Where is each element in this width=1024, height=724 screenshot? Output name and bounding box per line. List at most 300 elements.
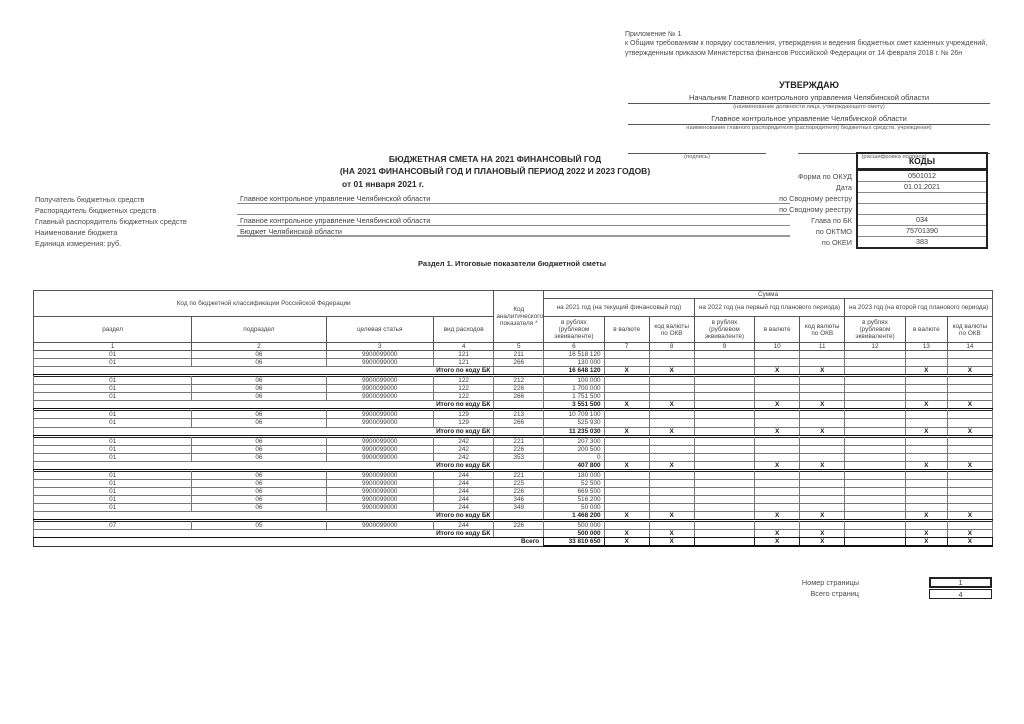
- empty-cell: [755, 393, 800, 401]
- page-number-value: 1: [929, 577, 992, 588]
- empty-cell: [694, 377, 754, 385]
- empty-cell: [694, 530, 754, 538]
- table-row: [34, 385, 993, 393]
- empty-cell: [845, 511, 905, 519]
- group-total-label: Итого по коду БК: [34, 427, 494, 435]
- empty-cell: [755, 487, 800, 495]
- table-row: [34, 437, 993, 445]
- code-cell: 9900099000: [326, 453, 433, 461]
- code-cell: 01: [34, 503, 192, 511]
- requisite-value: [237, 205, 790, 215]
- column-number: 11: [800, 343, 845, 351]
- table-row: [34, 503, 993, 511]
- empty-cell: [905, 351, 947, 359]
- x-mark-cell: X: [905, 427, 947, 435]
- x-mark-cell: X: [947, 511, 992, 519]
- empty-cell: [947, 495, 992, 503]
- table-row: [34, 487, 993, 495]
- empty-cell: [800, 522, 845, 530]
- empty-cell: [755, 377, 800, 385]
- code-cell: 244: [433, 495, 493, 503]
- codes-row-label: по Сводному реестру: [779, 205, 852, 214]
- empty-cell: [604, 385, 649, 393]
- code-cell: 06: [192, 351, 326, 359]
- empty-cell: [800, 487, 845, 495]
- empty-cell: [755, 359, 800, 367]
- empty-cell: [694, 359, 754, 367]
- empty-cell: [649, 471, 694, 479]
- code-cell: 212: [494, 377, 544, 385]
- empty-cell: [694, 538, 754, 547]
- x-mark-cell: X: [905, 461, 947, 469]
- empty-cell: [947, 503, 992, 511]
- empty-cell: [604, 359, 649, 367]
- codes-row-value: 034: [858, 214, 986, 225]
- empty-cell: [694, 351, 754, 359]
- empty-cell: [755, 351, 800, 359]
- code-cell: 9900099000: [326, 495, 433, 503]
- approval-org-caption: наименование главного распорядителя (распорядителя) бюджетных средств, учреждения): [686, 124, 932, 131]
- empty-cell: [694, 471, 754, 479]
- group-total-label: Итого по коду БК: [34, 530, 494, 538]
- empty-cell: [694, 393, 754, 401]
- amount-cell: 130 000: [544, 359, 604, 367]
- table-row: [34, 522, 993, 530]
- empty-cell: [947, 385, 992, 393]
- code-cell: 06: [192, 503, 326, 511]
- x-mark-cell: X: [800, 367, 845, 375]
- empty-cell: [694, 367, 754, 375]
- group-total-amount: 1 468 200: [544, 511, 604, 519]
- empty-cell: [845, 461, 905, 469]
- requisite-label: Единица измерения: руб.: [35, 239, 122, 248]
- empty-cell: [649, 522, 694, 530]
- empty-cell: [649, 495, 694, 503]
- empty-cell: [905, 377, 947, 385]
- empty-cell: [800, 411, 845, 419]
- code-cell: 121: [433, 359, 493, 367]
- header-sub: код валюты по ОКВ: [649, 317, 694, 343]
- empty-cell: [649, 377, 694, 385]
- amount-cell: 16 518 120: [544, 351, 604, 359]
- empty-cell: [694, 487, 754, 495]
- header-row: [34, 291, 993, 299]
- empty-cell: [905, 522, 947, 530]
- table-group: [34, 522, 993, 538]
- x-mark-cell: X: [649, 401, 694, 409]
- empty-cell: [649, 479, 694, 487]
- code-cell: 244: [433, 522, 493, 530]
- empty-cell: [845, 437, 905, 445]
- requisite-label: Главный распорядитель бюджетных средств: [35, 217, 187, 226]
- empty-cell: [800, 393, 845, 401]
- code-cell: 01: [34, 471, 192, 479]
- codes-row-value: 01.01.2021: [858, 181, 986, 192]
- code-cell: 242: [433, 445, 493, 453]
- requisite-value: Главное контрольное управление Челябинской области: [237, 216, 790, 226]
- empty-cell: [905, 437, 947, 445]
- empty-cell: [947, 359, 992, 367]
- empty-cell: [845, 401, 905, 409]
- amount-cell: 207 300: [544, 437, 604, 445]
- amount-cell: 180 000: [544, 471, 604, 479]
- empty-cell: [649, 487, 694, 495]
- group-total-row: [34, 461, 993, 469]
- empty-cell: [845, 427, 905, 435]
- code-cell: 01: [34, 479, 192, 487]
- empty-cell: [800, 351, 845, 359]
- code-cell: 01: [34, 351, 192, 359]
- code-cell: 9900099000: [326, 479, 433, 487]
- table-group: [34, 437, 993, 469]
- empty-cell: [845, 419, 905, 427]
- empty-cell: [800, 437, 845, 445]
- empty-cell: [694, 522, 754, 530]
- empty-cell: [694, 411, 754, 419]
- grand-total-amount: 33 810 650: [544, 538, 604, 547]
- code-cell: 9900099000: [326, 471, 433, 479]
- approval-position: Начальник Главного контрольного управления Челябинской области: [628, 93, 990, 104]
- empty-cell: [604, 479, 649, 487]
- empty-cell: [649, 453, 694, 461]
- code-cell: 226: [494, 385, 544, 393]
- empty-cell: [947, 351, 992, 359]
- column-number: 5: [494, 343, 544, 351]
- code-cell: 225: [494, 479, 544, 487]
- amount-cell: 50 000: [544, 503, 604, 511]
- code-cell: 06: [192, 471, 326, 479]
- empty-cell: [947, 479, 992, 487]
- empty-cell: [494, 427, 544, 435]
- group-total-amount: 3 551 500: [544, 401, 604, 409]
- group-total-amount: 500 000: [544, 530, 604, 538]
- empty-cell: [694, 385, 754, 393]
- codes-row-value: [858, 192, 986, 203]
- column-number: 10: [755, 343, 800, 351]
- title-date: от 01 января 2021 г.: [342, 178, 424, 189]
- code-cell: 266: [494, 419, 544, 427]
- group-total-amount: 407 800: [544, 461, 604, 469]
- empty-cell: [604, 437, 649, 445]
- code-cell: 226: [494, 522, 544, 530]
- empty-cell: [604, 419, 649, 427]
- empty-cell: [694, 495, 754, 503]
- empty-cell: [947, 377, 992, 385]
- empty-cell: [947, 453, 992, 461]
- header-sub: код валюты по ОКВ: [947, 317, 992, 343]
- codes-row-label: Форма по ОКУД: [797, 172, 852, 181]
- empty-cell: [604, 453, 649, 461]
- empty-cell: [604, 411, 649, 419]
- empty-cell: [694, 511, 754, 519]
- column-number: 12: [845, 343, 905, 351]
- empty-cell: [845, 367, 905, 375]
- empty-cell: [845, 530, 905, 538]
- empty-cell: [649, 393, 694, 401]
- empty-cell: [845, 471, 905, 479]
- requisite-value: Бюджет Челябинской области: [237, 227, 790, 237]
- x-mark-cell: X: [755, 538, 800, 547]
- empty-cell: [755, 411, 800, 419]
- empty-cell: [604, 495, 649, 503]
- page-number-row: [700, 577, 992, 588]
- table-row: [34, 479, 993, 487]
- amount-cell: 200 500: [544, 445, 604, 453]
- code-cell: 01: [34, 437, 192, 445]
- code-cell: 129: [433, 411, 493, 419]
- code-cell: 01: [34, 419, 192, 427]
- document-title: [285, 153, 705, 190]
- x-mark-cell: X: [800, 401, 845, 409]
- empty-cell: [649, 503, 694, 511]
- empty-cell: [755, 522, 800, 530]
- column-number: 13: [905, 343, 947, 351]
- code-cell: 213: [494, 411, 544, 419]
- requisite-label: Распорядитель бюджетных средств: [35, 206, 157, 215]
- empty-cell: [694, 427, 754, 435]
- empty-cell: [800, 503, 845, 511]
- column-number: 8: [649, 343, 694, 351]
- group-total-amount: 11 235 030: [544, 427, 604, 435]
- x-mark-cell: X: [604, 511, 649, 519]
- code-cell: 06: [192, 359, 326, 367]
- group-total-label: Итого по коду БК: [34, 401, 494, 409]
- codes-row-label: Дата: [835, 183, 852, 192]
- empty-cell: [947, 411, 992, 419]
- header-bk-sub: подраздел: [192, 317, 326, 343]
- empty-cell: [604, 351, 649, 359]
- empty-cell: [494, 530, 544, 538]
- grand-total-row: [34, 538, 993, 547]
- empty-cell: [649, 411, 694, 419]
- code-cell: 06: [192, 495, 326, 503]
- codes-row-value: 75701390: [858, 225, 986, 236]
- x-mark-cell: X: [800, 530, 845, 538]
- code-cell: 9900099000: [326, 351, 433, 359]
- column-number: 6: [544, 343, 604, 351]
- group-total-row: [34, 367, 993, 375]
- empty-cell: [649, 385, 694, 393]
- empty-cell: [604, 522, 649, 530]
- empty-cell: [845, 479, 905, 487]
- codes-table: [856, 152, 988, 249]
- empty-cell: [604, 393, 649, 401]
- x-mark-cell: X: [947, 367, 992, 375]
- requisite-row: [35, 215, 795, 226]
- group-total-label: Итого по коду БК: [34, 461, 494, 469]
- code-cell: 349: [494, 503, 544, 511]
- empty-cell: [845, 503, 905, 511]
- code-cell: 01: [34, 453, 192, 461]
- header-sub: в рублях (рублевом эквиваленте): [544, 317, 604, 343]
- x-mark-cell: X: [905, 511, 947, 519]
- empty-cell: [649, 437, 694, 445]
- x-mark-cell: X: [604, 367, 649, 375]
- code-cell: 06: [192, 419, 326, 427]
- empty-cell: [905, 471, 947, 479]
- x-mark-cell: X: [800, 461, 845, 469]
- empty-cell: [755, 445, 800, 453]
- x-mark-cell: X: [649, 461, 694, 469]
- empty-cell: [905, 495, 947, 503]
- group-total-label: Итого по коду БК: [34, 511, 494, 519]
- table-group: [34, 377, 993, 409]
- code-cell: 9900099000: [326, 385, 433, 393]
- x-mark-cell: X: [947, 427, 992, 435]
- x-mark-cell: X: [649, 511, 694, 519]
- x-mark-cell: X: [604, 427, 649, 435]
- empty-cell: [905, 445, 947, 453]
- codes-row-label: по ОКТМО: [815, 227, 852, 236]
- code-cell: 242: [433, 437, 493, 445]
- empty-cell: [604, 471, 649, 479]
- amount-cell: 1 700 000: [544, 385, 604, 393]
- x-mark-cell: X: [755, 401, 800, 409]
- grand-total-body: [34, 538, 993, 547]
- empty-cell: [755, 471, 800, 479]
- column-number: 3: [326, 343, 433, 351]
- empty-cell: [845, 351, 905, 359]
- amount-cell: 500 000: [544, 522, 604, 530]
- header-sub: в валюте: [755, 317, 800, 343]
- column-number: 1: [34, 343, 192, 351]
- requisite-row: [35, 237, 795, 248]
- empty-cell: [905, 411, 947, 419]
- x-mark-cell: X: [604, 461, 649, 469]
- code-cell: 06: [192, 453, 326, 461]
- empty-cell: [947, 471, 992, 479]
- empty-cell: [694, 453, 754, 461]
- code-cell: 06: [192, 487, 326, 495]
- codes-row-value: 383: [858, 236, 986, 247]
- codes-block: [738, 152, 988, 249]
- empty-cell: [905, 503, 947, 511]
- header-sum: Сумма: [544, 291, 993, 299]
- table-row: [34, 495, 993, 503]
- empty-cell: [604, 503, 649, 511]
- empty-cell: [845, 385, 905, 393]
- x-mark-cell: X: [947, 461, 992, 469]
- empty-cell: [845, 495, 905, 503]
- header-sub: в рублях (рублевом эквиваленте): [694, 317, 754, 343]
- x-mark-cell: X: [755, 511, 800, 519]
- code-cell: 221: [494, 471, 544, 479]
- x-mark-cell: X: [649, 367, 694, 375]
- requisite-value: Главное контрольное управление Челябинской области: [237, 194, 790, 204]
- code-cell: 06: [192, 385, 326, 393]
- x-mark-cell: X: [755, 367, 800, 375]
- empty-cell: [604, 377, 649, 385]
- pages-total-value: 4: [929, 589, 992, 599]
- empty-cell: [800, 495, 845, 503]
- code-cell: 122: [433, 385, 493, 393]
- column-numbers-row: [34, 343, 993, 351]
- code-cell: 01: [34, 495, 192, 503]
- approval-title: УТВЕРЖДАЮ: [779, 80, 839, 90]
- x-mark-cell: X: [755, 530, 800, 538]
- appendix-line2: к Общим требованиям к порядку составления, утверждения и ведения бюджетных смет казенных учреждений,: [625, 40, 988, 48]
- code-cell: 07: [34, 522, 192, 530]
- approval-org: Главное контрольное управление Челябинской области: [628, 114, 990, 125]
- x-mark-cell: X: [905, 538, 947, 547]
- x-mark-cell: X: [755, 461, 800, 469]
- table-row: [34, 351, 993, 359]
- code-cell: 9900099000: [326, 503, 433, 511]
- signature-caption: (подпись): [684, 153, 710, 160]
- empty-cell: [694, 401, 754, 409]
- code-cell: 226: [494, 487, 544, 495]
- empty-cell: [694, 479, 754, 487]
- empty-cell: [494, 367, 544, 375]
- x-mark-cell: X: [755, 427, 800, 435]
- code-cell: 06: [192, 411, 326, 419]
- requisite-label: Наименование бюджета: [35, 228, 118, 237]
- empty-cell: [649, 419, 694, 427]
- empty-cell: [845, 359, 905, 367]
- code-cell: 244: [433, 487, 493, 495]
- codes-row-value: 0501012: [858, 170, 986, 181]
- empty-cell: [604, 445, 649, 453]
- code-cell: 9900099000: [326, 359, 433, 367]
- group-total-row: [34, 401, 993, 409]
- x-mark-cell: X: [800, 511, 845, 519]
- empty-cell: [947, 487, 992, 495]
- group-total-row: [34, 530, 993, 538]
- code-cell: 01: [34, 385, 192, 393]
- empty-cell: [755, 495, 800, 503]
- x-mark-cell: X: [905, 401, 947, 409]
- empty-cell: [845, 377, 905, 385]
- empty-cell: [755, 419, 800, 427]
- empty-cell: [905, 479, 947, 487]
- codes-labels: [738, 152, 856, 249]
- empty-cell: [845, 487, 905, 495]
- header-sub: в валюте: [905, 317, 947, 343]
- empty-cell: [755, 437, 800, 445]
- empty-cell: [800, 419, 845, 427]
- code-cell: 244: [433, 479, 493, 487]
- empty-cell: [947, 393, 992, 401]
- empty-cell: [947, 437, 992, 445]
- empty-cell: [905, 487, 947, 495]
- code-cell: 346: [494, 495, 544, 503]
- table-row: [34, 393, 993, 401]
- approval-position-caption: (наименование должности лица, утверждающего смету): [733, 104, 885, 110]
- group-total-row: [34, 427, 993, 435]
- empty-cell: [649, 445, 694, 453]
- page-footer: [700, 577, 992, 599]
- amount-cell: 669 500: [544, 487, 604, 495]
- header-year: на 2021 год (на текущий финансовый год): [544, 299, 695, 317]
- code-cell: 266: [494, 359, 544, 367]
- empty-cell: [694, 461, 754, 469]
- empty-cell: [845, 453, 905, 461]
- code-cell: 01: [34, 411, 192, 419]
- code-cell: 121: [433, 351, 493, 359]
- code-cell: 226: [494, 445, 544, 453]
- requisite-label: Получатель бюджетных средств: [35, 195, 145, 204]
- codes-values: [856, 170, 988, 249]
- empty-cell: [755, 479, 800, 487]
- budget-table-holder: [33, 290, 993, 547]
- appendix-line3: утвержденным приказом Министерства финансов Российской Федерации от 14 февраля 2018 г. № 26н: [625, 49, 963, 57]
- x-mark-cell: X: [800, 538, 845, 547]
- amount-cell: 100 000: [544, 377, 604, 385]
- header-bk-sub: раздел: [34, 317, 192, 343]
- header-year: на 2023 год (на второй год планового периода): [845, 299, 993, 317]
- code-cell: 9900099000: [326, 411, 433, 419]
- code-cell: 01: [34, 377, 192, 385]
